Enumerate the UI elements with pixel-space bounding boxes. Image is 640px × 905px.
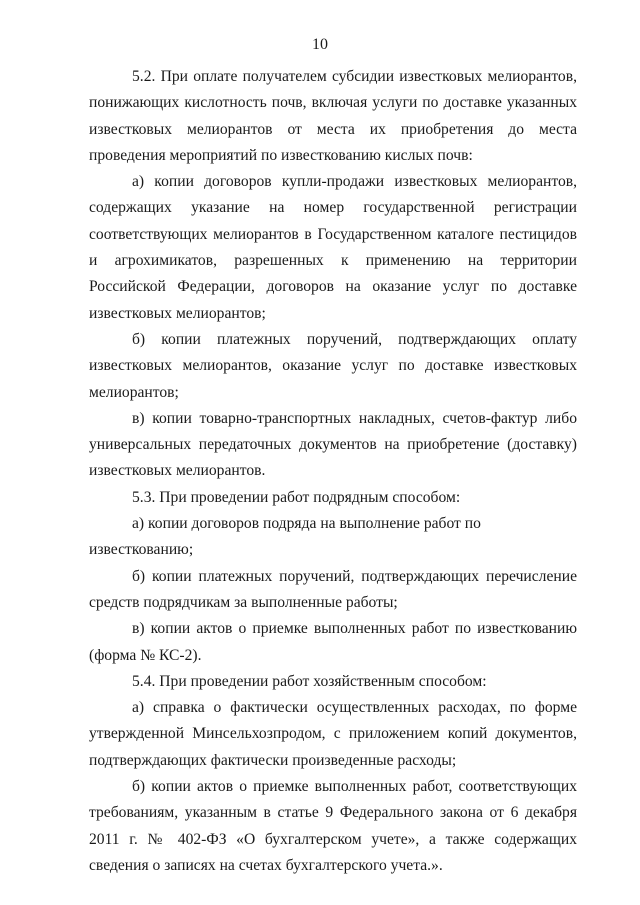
paragraph-5-3-v: в) копии актов о приемке выполненных работ по известкованию (форма № КС-2). — [89, 620, 577, 664]
paragraph-5-4-b: б) копии актов о приемке выполненных работ, соответствующих требованиям, указанным в статье 9 Федерального закона от 6 декабря 2011 г. № 402-ФЗ «О бухгалтерском учете», а также содержащих сведения о записях на счетах бухгалтерского учета.». — [89, 778, 577, 874]
paragraph-5-3-b: б) копии платежных поручений, подтверждающих перечисление средств подрядчикам за выполненные работы; — [89, 567, 577, 611]
paragraph-5-2-v: в) копии товарно-транспортных накладных, счетов-фактур либо универсальных передаточных документов на приобретение (доставку) известковых мелиорантов. — [89, 409, 577, 480]
page-number: 10 — [312, 36, 328, 53]
document-body — [89, 64, 577, 879]
paragraph-5-3: 5.3. При проведении работ подрядным способом: — [132, 488, 461, 506]
paragraph-5-3-a: а) копии договоров подряда на выполнение работ по известкованию; — [89, 515, 481, 559]
paragraph-5-4-a: а) справка о фактически осуществленных расходах, по форме утвержденной Минсельхозпродом, с приложением копий документов, подтверждающих фактически произведенные расходы; — [89, 699, 577, 769]
paragraph-5-2-a: а) копии договоров купли-продажи известковых мелиорантов, содержащих указание на номер государственной регистрации соответствующих мелиорантов в Государственном каталоге пестицидов и агрохимикатов, разрешенных к применению на территории Российской Федерации, договоров на оказание услуг по доставке известковых мелиорантов; — [89, 173, 577, 322]
paragraph-5-2: 5.2. При оплате получателем субсидии известковых мелиорантов, понижающих кислотность почв, включая услуги по доставке указанных известковых мелиорантов от места их приобретения до места проведения мероприятий по известкованию кислых почв: — [89, 68, 577, 164]
paragraph-5-2-b: б) копии платежных поручений, подтверждающих оплату известковых мелиорантов, оказание услуг по доставке известковых мелиорантов; — [89, 330, 577, 401]
paragraph-5-4: 5.4. При проведении работ хозяйственным способом: — [132, 672, 487, 690]
